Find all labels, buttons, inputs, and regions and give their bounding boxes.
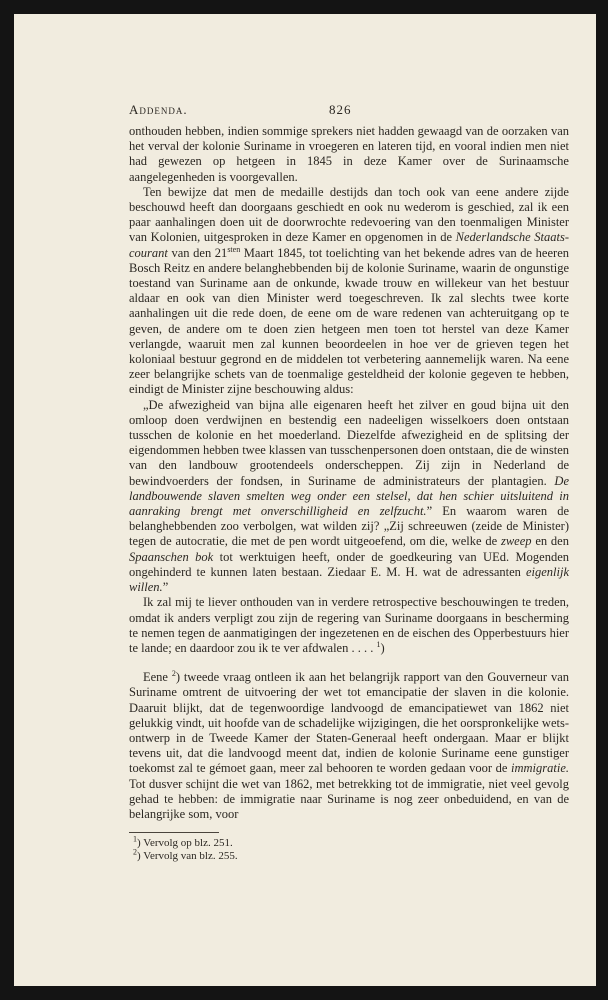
footnote-divider bbox=[129, 832, 219, 833]
paragraph bbox=[129, 670, 569, 822]
footnote bbox=[133, 834, 569, 850]
text-run: „De afwezigheid van bijna alle eigenaren heeft het zilver en goud bijna uit den omloop doen verdwijnen en bestendig een nadeeligen wisselkoers doen ontstaan tusschen de kolonie en het moederland. Diezelfde afwezigheid en de splitsing der eigendommen hebben twee klassen van tusschenpersonen doen ontstaan, die de winsten van den landbouw grootendeels onderscheppen. Zij zijn in Nederland de bewindvoerders der fondsen, in Suriname de administrateurs der plantagien. bbox=[129, 397, 569, 488]
text-run: onthouden hebben, indien sommige sprekers niet hadden gewaagd van de oorzaken van het verval der kolonie Suriname in vroegeren en lateren tijd, en vooral indien men niet had gewezen op hetgeen in 1845 in deze Kamer over de Surinaamsche aangelegenheden is voorgevallen. bbox=[129, 124, 569, 184]
paragraph bbox=[129, 398, 569, 596]
superscript: sten bbox=[227, 244, 241, 254]
paragraph bbox=[129, 595, 569, 656]
footnote-mark: 2 bbox=[133, 847, 137, 857]
text-run: en den bbox=[531, 534, 569, 549]
superscript: 1 bbox=[376, 639, 381, 649]
footnote-mark: 1 bbox=[133, 834, 137, 844]
text-run: ) bbox=[380, 640, 385, 655]
section-title: Addenda. bbox=[129, 102, 188, 117]
italic-text: Spaanschen bok bbox=[129, 549, 214, 564]
footnote-text: ) Vervolg van blz. 255. bbox=[137, 850, 238, 863]
italic-text: zweep bbox=[500, 534, 532, 549]
superscript: 2 bbox=[171, 668, 176, 678]
text-run: Ik zal mij te liever onthouden van in verdere retrospective beschouwingen te treden, omdat ik anders verpligt zou zijn de regering van Suriname doorgaans in bescherming te nemen tegen de aanmatigingen der ingezetenen en de eischen des Opperbestuurs hier te lande; en daardoor zou ik te ver afdwalen . . . . bbox=[129, 595, 569, 655]
italic-text: eigenlijk willen. bbox=[129, 564, 569, 595]
italic-text: immigratie. bbox=[511, 761, 569, 776]
text-run: tot werktuigen heeft, onder de goedkeuring van UEd. Mogenden ongehinderd te kunnen laten bestaan. Ziedaar E. M. H. wat de adressanten bbox=[129, 549, 569, 579]
text-run: Maart 1845, tot toelichting van het bekende adres van de heeren Bosch Reitz en andere belanghebbenden bij de kolonie Suriname, waarin de ongunstige toestand van Suriname aan de onkunde, kwade trouw en willekeur van het bestuur aldaar en ook van dien Minister werd toegeschreven. Ik zal slechts twee korte aanhalingen uit die rede doen, de eene om de ware redenen van achteruitgang op te geven, de andere om te doen zien hetgeen men toen tot herstel van deze Kamer verlangde, waaruit men zal kunnen beoordeelen in hoe ver de grieven tegen het koloniaal bestuur gegrond en de middelen tot verbetering aannemelijk waren. Na eene zeer belangrijke schets van de toenmalige gesteldheid der kolonie gegeven te hebben, eindigt de Minister zijne beschouwing aldus: bbox=[129, 245, 569, 397]
text-run: van den 21 bbox=[167, 245, 228, 260]
paragraph bbox=[129, 124, 569, 185]
italic-text: Nederlandsche Staats-courant bbox=[129, 230, 569, 260]
text-run: ) tweede vraag ontleen ik aan het belangrijk rapport van den Gouverneur van Suriname omtrent de uitvoering der wet tot emancipatie der slaven in die kolonie. Daaruit blijkt, dat de tegenwoordige landvoogd de emancipatiewet van 1862 niet gelukkig vindt, uit hoofde van de schadelijke wijzigingen, die het oorspronkelijke wets-ontwerp in de Tweede Kamer der Staten-Generaal heeft ondergaan. Maar er blijkt tevens uit, dat die landvoogd meent dat, indien de kolonie Suriname eene gunstiger toekomst zal te gémoet gaan, meer zal behooren te worden gedaan voor de bbox=[129, 670, 569, 776]
text-run: Tot dusver schijnt die wet van 1862, met betrekking tot de immigratie, niet veel gevolg gehad te hebben: de immigratie naar Suriname is nog zeer onbeduidend, en van de belangrijke som, voor bbox=[129, 776, 569, 821]
text-run: ” En waarom waren de belanghebbenden zoo verbolgen, wat wilden zij? „Zij schreeuwen (zeide de Minister) tegen de autocratie, die met de pen wordt uitgeoefend, om die, welke de bbox=[129, 504, 569, 549]
document-page bbox=[14, 14, 596, 986]
page-content bbox=[129, 102, 569, 863]
text-run: Ten bewijze dat men de medaille destijds dan toch ook van eene andere zijde beschouwd heeft dan doorgaans geschiedt en ook nu wederom is geschied, zal ik een paar aanhalingen doen uit de doorwrochte redevoering van den toenmaligen Minister van Kolonien, uitgesproken in deze Kamer en opgenomen in de bbox=[129, 184, 569, 245]
footnote bbox=[133, 847, 569, 863]
footnotes bbox=[129, 834, 569, 863]
italic-text: De landbouwende slaven smelten weg onder een stelsel, dat hen schier uitsluitend in aanraking brengt met onverschilligheid en zelfzucht. bbox=[129, 473, 569, 519]
body-text bbox=[129, 124, 569, 822]
text-run: ” bbox=[162, 580, 169, 595]
text-run: Eene bbox=[143, 670, 172, 685]
paragraph-gap bbox=[129, 656, 569, 670]
page-number: 826 bbox=[329, 102, 352, 117]
footnote-text: ) Vervolg op blz. 251. bbox=[137, 837, 233, 850]
running-header bbox=[129, 102, 569, 124]
paragraph bbox=[129, 185, 569, 398]
